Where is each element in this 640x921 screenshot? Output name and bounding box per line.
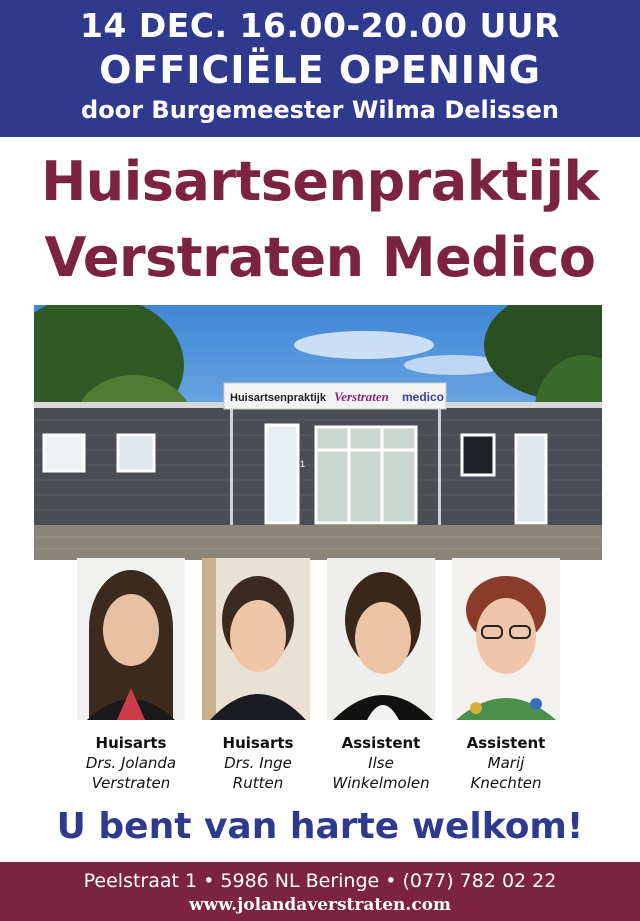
portrait-marij-knechten xyxy=(452,558,560,720)
top-banner xyxy=(0,0,640,137)
team-name-line1: Drs. Jolanda xyxy=(85,754,177,772)
footer-address: Peelstraat 1 • 5986 NL Beringe • (077) 782 02 22 xyxy=(83,870,557,892)
building-illustration xyxy=(34,305,602,560)
team-caption-1 xyxy=(61,733,201,793)
event-date-time: 14 DEC. 16.00-20.00 UUR xyxy=(79,6,561,45)
team-role: Huisarts xyxy=(222,734,294,752)
team-name-line2: Rutten xyxy=(232,774,284,792)
page-title-line2: Verstraten Medico xyxy=(44,226,596,289)
team-role: Assistent xyxy=(341,734,421,752)
side-door xyxy=(266,425,298,523)
sign-text-brand: Verstraten xyxy=(334,389,389,404)
door-number: 1 xyxy=(300,459,306,469)
sign-text-brand2: medico xyxy=(402,390,445,404)
portrait-jolanda-verstraten xyxy=(77,558,185,720)
team-caption-3 xyxy=(311,733,451,793)
team-caption-4 xyxy=(436,733,576,793)
team-name-line2: Knechten xyxy=(470,774,542,792)
team-caption-2 xyxy=(188,733,328,793)
portrait-ilse-winkelmolen xyxy=(327,558,435,720)
event-host: door Burgemeester Wilma Delissen xyxy=(81,96,559,124)
team-name-line2: Winkelmolen xyxy=(332,774,430,792)
page-title-line1: Huisartsenpraktijk xyxy=(41,150,599,213)
team-role: Huisarts xyxy=(95,734,167,752)
welcome-message: U bent van harte welkom! xyxy=(56,806,584,847)
sign-text-left: Huisartsenpraktijk xyxy=(230,392,326,404)
team-name-line1: Marij xyxy=(487,754,525,772)
building-photo xyxy=(34,305,602,560)
team-name-line1: Drs. Inge xyxy=(224,754,292,772)
footer-website-link[interactable]: www.jolandaverstraten.com xyxy=(188,895,451,915)
team-role: Assistent xyxy=(466,734,546,752)
footer xyxy=(0,862,640,921)
team-name-line2: Verstraten xyxy=(91,774,171,792)
portrait-inge-rutten xyxy=(202,558,310,720)
event-title: OFFICIËLE OPENING xyxy=(99,48,541,92)
team-name-line1: Ilse xyxy=(368,754,394,772)
main-entrance xyxy=(316,427,416,523)
